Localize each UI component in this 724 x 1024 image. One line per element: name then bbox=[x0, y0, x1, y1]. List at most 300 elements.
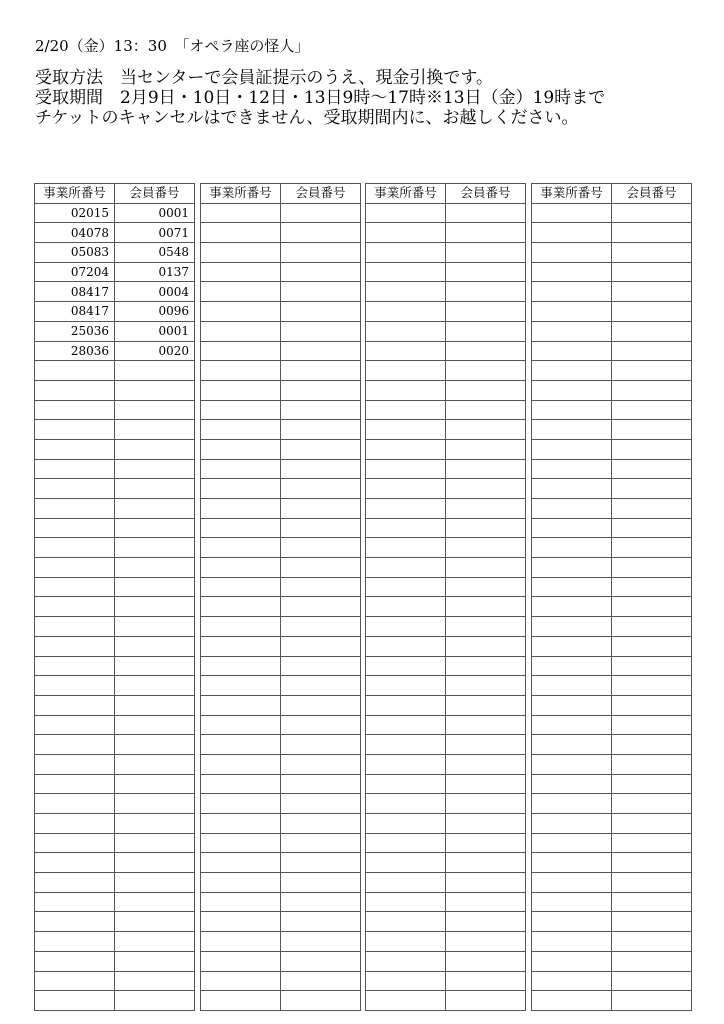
table-row bbox=[201, 262, 361, 282]
office-number-cell bbox=[532, 302, 612, 322]
table-row bbox=[201, 243, 361, 263]
office-number-cell bbox=[532, 873, 612, 893]
member-number-cell bbox=[612, 971, 692, 991]
table-row bbox=[366, 282, 526, 302]
table-row bbox=[366, 951, 526, 971]
member-number-cell bbox=[446, 302, 526, 322]
office-number-cell bbox=[366, 262, 446, 282]
member-number-cell bbox=[281, 577, 361, 597]
office-number-cell bbox=[366, 695, 446, 715]
table-row bbox=[35, 479, 195, 499]
office-number-cell bbox=[366, 341, 446, 361]
office-number-cell bbox=[532, 459, 612, 479]
member-number-cell bbox=[612, 282, 692, 302]
office-number-cell: 02015 bbox=[35, 203, 115, 223]
office-number-cell bbox=[532, 991, 612, 1011]
member-number-cell bbox=[281, 597, 361, 617]
member-number-cell bbox=[115, 439, 195, 459]
office-number-cell bbox=[201, 302, 281, 322]
member-number-cell bbox=[612, 499, 692, 519]
table-row bbox=[201, 361, 361, 381]
table-row bbox=[201, 853, 361, 873]
member-number-cell bbox=[115, 538, 195, 558]
member-number-cell bbox=[446, 341, 526, 361]
member-number-cell bbox=[612, 400, 692, 420]
member-number-cell bbox=[446, 538, 526, 558]
office-number-cell: 07204 bbox=[35, 262, 115, 282]
office-number-cell bbox=[201, 597, 281, 617]
member-number-cell bbox=[612, 991, 692, 1011]
table-row bbox=[35, 912, 195, 932]
member-number-cell bbox=[612, 676, 692, 696]
member-number-cell bbox=[281, 656, 361, 676]
table-row bbox=[532, 754, 692, 774]
office-number-cell bbox=[201, 439, 281, 459]
member-number-cell bbox=[446, 873, 526, 893]
table-row bbox=[35, 676, 195, 696]
member-number-cell: 0004 bbox=[115, 282, 195, 302]
member-number-cell bbox=[612, 302, 692, 322]
member-number-cell bbox=[612, 695, 692, 715]
table-row bbox=[366, 853, 526, 873]
office-number-cell bbox=[201, 794, 281, 814]
office-number-cell: 28036 bbox=[35, 341, 115, 361]
office-number-cell bbox=[201, 873, 281, 893]
member-number-cell bbox=[115, 873, 195, 893]
table-row bbox=[201, 420, 361, 440]
member-number-cell bbox=[115, 695, 195, 715]
table-row bbox=[201, 597, 361, 617]
table-row bbox=[366, 676, 526, 696]
office-number-header: 事業所番号 bbox=[532, 184, 612, 204]
table-row bbox=[366, 814, 526, 834]
office-number-cell bbox=[35, 420, 115, 440]
member-number-cell bbox=[281, 715, 361, 735]
table-row bbox=[532, 243, 692, 263]
table-row bbox=[35, 774, 195, 794]
member-number-header: 会員番号 bbox=[612, 184, 692, 204]
table-row bbox=[366, 302, 526, 322]
member-number-cell bbox=[446, 892, 526, 912]
office-number-cell bbox=[366, 479, 446, 499]
table-row bbox=[35, 380, 195, 400]
member-number-cell bbox=[612, 774, 692, 794]
member-number-cell bbox=[115, 912, 195, 932]
table-row bbox=[366, 774, 526, 794]
member-number-cell bbox=[281, 243, 361, 263]
table-row bbox=[366, 380, 526, 400]
member-number-cell bbox=[612, 361, 692, 381]
member-number-cell bbox=[281, 223, 361, 243]
office-number-cell bbox=[532, 577, 612, 597]
office-number-cell bbox=[366, 321, 446, 341]
roster-table-2 bbox=[200, 183, 361, 1011]
member-number-cell bbox=[115, 459, 195, 479]
office-number-cell bbox=[532, 420, 612, 440]
member-number-cell bbox=[612, 577, 692, 597]
table-row bbox=[201, 892, 361, 912]
office-number-cell bbox=[366, 853, 446, 873]
office-number-cell bbox=[35, 597, 115, 617]
table-row bbox=[366, 321, 526, 341]
member-number-cell bbox=[612, 735, 692, 755]
member-number-cell bbox=[115, 479, 195, 499]
table-row bbox=[532, 991, 692, 1011]
header-row bbox=[366, 184, 526, 204]
table-row bbox=[532, 932, 692, 952]
member-number-cell bbox=[612, 853, 692, 873]
table-row bbox=[201, 538, 361, 558]
office-number-cell bbox=[532, 518, 612, 538]
member-number-cell bbox=[446, 223, 526, 243]
table-row bbox=[366, 262, 526, 282]
member-number-cell bbox=[281, 558, 361, 578]
table-row bbox=[35, 400, 195, 420]
table-row bbox=[201, 754, 361, 774]
office-number-cell bbox=[35, 794, 115, 814]
member-number-cell bbox=[446, 479, 526, 499]
office-number-cell bbox=[532, 380, 612, 400]
office-number-cell bbox=[366, 439, 446, 459]
member-number-cell bbox=[446, 833, 526, 853]
office-number-cell bbox=[532, 656, 612, 676]
member-number-cell bbox=[446, 420, 526, 440]
table-row bbox=[532, 951, 692, 971]
table-row bbox=[35, 321, 195, 341]
table-row bbox=[532, 518, 692, 538]
member-number-cell bbox=[281, 459, 361, 479]
member-number-cell bbox=[612, 420, 692, 440]
member-number-cell bbox=[115, 400, 195, 420]
office-number-cell bbox=[201, 991, 281, 1011]
office-number-cell bbox=[366, 636, 446, 656]
office-number-cell bbox=[35, 361, 115, 381]
table-row bbox=[366, 833, 526, 853]
member-number-cell bbox=[281, 754, 361, 774]
table-row bbox=[366, 695, 526, 715]
table-row bbox=[35, 499, 195, 519]
member-number-cell bbox=[612, 341, 692, 361]
member-number-cell bbox=[115, 361, 195, 381]
table-row bbox=[366, 873, 526, 893]
office-number-cell bbox=[366, 971, 446, 991]
table-row bbox=[532, 715, 692, 735]
table-row bbox=[532, 282, 692, 302]
office-number-cell bbox=[35, 538, 115, 558]
table-row bbox=[366, 518, 526, 538]
member-number-cell bbox=[281, 971, 361, 991]
table-row bbox=[35, 420, 195, 440]
member-number-cell bbox=[115, 499, 195, 519]
office-number-cell bbox=[35, 971, 115, 991]
member-number-cell bbox=[612, 951, 692, 971]
table-row bbox=[532, 400, 692, 420]
member-number-cell bbox=[115, 636, 195, 656]
member-number-cell bbox=[612, 873, 692, 893]
member-number-cell bbox=[281, 282, 361, 302]
table-row bbox=[366, 361, 526, 381]
table-row bbox=[366, 971, 526, 991]
office-number-cell bbox=[366, 223, 446, 243]
member-number-cell bbox=[612, 617, 692, 637]
table-row bbox=[366, 439, 526, 459]
member-number-cell bbox=[281, 400, 361, 420]
table-row bbox=[201, 439, 361, 459]
office-number-cell bbox=[532, 932, 612, 952]
office-number-cell bbox=[201, 479, 281, 499]
table-row bbox=[532, 479, 692, 499]
office-number-cell bbox=[201, 735, 281, 755]
member-number-cell: 0001 bbox=[115, 321, 195, 341]
office-number-cell bbox=[201, 833, 281, 853]
member-number-cell bbox=[446, 499, 526, 519]
office-number-cell bbox=[201, 912, 281, 932]
table-row bbox=[201, 479, 361, 499]
member-number-cell bbox=[446, 439, 526, 459]
member-number-cell bbox=[115, 597, 195, 617]
table-row bbox=[35, 853, 195, 873]
table-row bbox=[35, 715, 195, 735]
table-row bbox=[532, 794, 692, 814]
member-number-header: 会員番号 bbox=[115, 184, 195, 204]
table-row bbox=[201, 735, 361, 755]
cancellation-note: チケットのキャンセルはできません、受取期間内に、お越しください。 bbox=[35, 108, 579, 128]
office-number-cell bbox=[532, 479, 612, 499]
office-number-cell bbox=[201, 243, 281, 263]
table-row bbox=[366, 499, 526, 519]
table-row bbox=[35, 302, 195, 322]
office-number-cell bbox=[532, 361, 612, 381]
table-row bbox=[201, 971, 361, 991]
member-number-header: 会員番号 bbox=[281, 184, 361, 204]
table-row bbox=[35, 203, 195, 223]
table-row bbox=[532, 577, 692, 597]
member-number-cell bbox=[446, 518, 526, 538]
member-number-cell bbox=[115, 892, 195, 912]
table-row bbox=[366, 715, 526, 735]
member-number-cell bbox=[446, 715, 526, 735]
table-row bbox=[532, 203, 692, 223]
office-number-cell bbox=[366, 577, 446, 597]
member-number-cell bbox=[612, 656, 692, 676]
member-number-cell bbox=[281, 695, 361, 715]
office-number-cell bbox=[35, 991, 115, 1011]
member-number-cell bbox=[281, 479, 361, 499]
member-number-cell bbox=[446, 203, 526, 223]
office-number-cell bbox=[35, 735, 115, 755]
office-number-cell bbox=[532, 558, 612, 578]
member-number-cell bbox=[446, 321, 526, 341]
office-number-cell: 08417 bbox=[35, 302, 115, 322]
member-number-cell bbox=[115, 774, 195, 794]
member-number-cell bbox=[281, 302, 361, 322]
member-number-cell bbox=[281, 892, 361, 912]
office-number-cell bbox=[532, 617, 612, 637]
table-row bbox=[35, 577, 195, 597]
table-row bbox=[201, 518, 361, 538]
office-number-cell bbox=[35, 439, 115, 459]
office-number-cell bbox=[366, 420, 446, 440]
member-number-cell bbox=[446, 814, 526, 834]
office-number-cell bbox=[201, 380, 281, 400]
member-number-cell bbox=[446, 794, 526, 814]
member-number-cell bbox=[281, 439, 361, 459]
table-row bbox=[35, 932, 195, 952]
office-number-cell bbox=[35, 951, 115, 971]
office-number-cell bbox=[366, 499, 446, 519]
table-row bbox=[532, 695, 692, 715]
table-row bbox=[532, 892, 692, 912]
table-row bbox=[35, 951, 195, 971]
member-number-cell bbox=[281, 774, 361, 794]
office-number-cell bbox=[201, 223, 281, 243]
member-number-cell bbox=[115, 991, 195, 1011]
table-row bbox=[366, 991, 526, 1011]
member-number-cell bbox=[115, 754, 195, 774]
office-number-cell bbox=[201, 518, 281, 538]
member-number-cell bbox=[281, 380, 361, 400]
table-row bbox=[532, 636, 692, 656]
table-row bbox=[201, 321, 361, 341]
member-number-cell bbox=[115, 420, 195, 440]
member-number-cell bbox=[612, 932, 692, 952]
member-number-cell bbox=[612, 794, 692, 814]
office-number-cell bbox=[201, 715, 281, 735]
event-header bbox=[35, 36, 309, 56]
member-number-cell bbox=[446, 400, 526, 420]
member-number-cell bbox=[281, 991, 361, 1011]
office-number-cell bbox=[201, 892, 281, 912]
office-number-cell bbox=[366, 459, 446, 479]
office-number-cell bbox=[201, 754, 281, 774]
table-row bbox=[201, 794, 361, 814]
member-number-cell bbox=[115, 951, 195, 971]
table-row bbox=[532, 361, 692, 381]
office-number-cell bbox=[201, 617, 281, 637]
member-number-cell bbox=[446, 912, 526, 932]
office-number-cell bbox=[201, 420, 281, 440]
member-number-cell bbox=[115, 794, 195, 814]
table-row bbox=[35, 558, 195, 578]
office-number-cell bbox=[532, 636, 612, 656]
member-number-cell bbox=[612, 243, 692, 263]
member-number-cell bbox=[115, 814, 195, 834]
office-number-header: 事業所番号 bbox=[366, 184, 446, 204]
office-number-cell bbox=[201, 853, 281, 873]
table-row bbox=[532, 459, 692, 479]
office-number-cell bbox=[35, 577, 115, 597]
office-number-cell bbox=[201, 321, 281, 341]
member-number-cell bbox=[446, 656, 526, 676]
office-number-cell bbox=[35, 892, 115, 912]
office-number-cell bbox=[35, 499, 115, 519]
table-row bbox=[35, 262, 195, 282]
member-number-cell bbox=[446, 853, 526, 873]
office-number-cell bbox=[532, 439, 612, 459]
table-row bbox=[35, 892, 195, 912]
member-number-cell bbox=[446, 991, 526, 1011]
office-number-cell bbox=[35, 518, 115, 538]
office-number-cell: 04078 bbox=[35, 223, 115, 243]
office-number-cell bbox=[201, 558, 281, 578]
member-number-cell bbox=[446, 262, 526, 282]
member-number-cell bbox=[281, 873, 361, 893]
office-number-cell bbox=[366, 656, 446, 676]
office-number-cell bbox=[366, 892, 446, 912]
office-number-cell bbox=[366, 302, 446, 322]
table-row bbox=[201, 873, 361, 893]
office-number-cell bbox=[201, 499, 281, 519]
notes-block bbox=[35, 68, 605, 128]
member-number-cell bbox=[612, 754, 692, 774]
member-number-cell bbox=[612, 479, 692, 499]
member-number-cell bbox=[446, 735, 526, 755]
member-number-cell bbox=[612, 597, 692, 617]
office-number-cell bbox=[366, 715, 446, 735]
table-row bbox=[201, 223, 361, 243]
office-number-cell bbox=[532, 695, 612, 715]
member-number-cell bbox=[446, 951, 526, 971]
office-number-cell bbox=[532, 892, 612, 912]
office-number-cell bbox=[532, 282, 612, 302]
table-row bbox=[366, 794, 526, 814]
table-row bbox=[366, 420, 526, 440]
table-row bbox=[35, 459, 195, 479]
member-number-cell bbox=[612, 814, 692, 834]
table-row bbox=[532, 341, 692, 361]
office-number-cell bbox=[35, 912, 115, 932]
table-row bbox=[201, 695, 361, 715]
member-number-cell bbox=[612, 459, 692, 479]
office-number-cell bbox=[35, 400, 115, 420]
table-row bbox=[532, 656, 692, 676]
table-row bbox=[35, 794, 195, 814]
office-number-cell bbox=[532, 203, 612, 223]
office-number-cell bbox=[532, 814, 612, 834]
member-number-cell bbox=[281, 833, 361, 853]
table-row bbox=[201, 656, 361, 676]
office-number-cell bbox=[366, 203, 446, 223]
member-number-cell bbox=[281, 321, 361, 341]
office-number-cell bbox=[366, 991, 446, 1011]
member-number-cell bbox=[281, 794, 361, 814]
table-row bbox=[201, 932, 361, 952]
member-number-cell bbox=[281, 951, 361, 971]
table-row bbox=[35, 243, 195, 263]
table-row bbox=[366, 636, 526, 656]
office-number-cell bbox=[35, 617, 115, 637]
table-row bbox=[532, 302, 692, 322]
table-row bbox=[201, 499, 361, 519]
member-number-cell bbox=[612, 321, 692, 341]
table-row bbox=[201, 282, 361, 302]
member-number-cell bbox=[281, 912, 361, 932]
office-number-cell bbox=[532, 912, 612, 932]
office-number-cell bbox=[201, 676, 281, 696]
member-number-cell bbox=[281, 499, 361, 519]
table-row bbox=[366, 754, 526, 774]
office-number-cell bbox=[532, 597, 612, 617]
table-row bbox=[366, 735, 526, 755]
office-number-cell bbox=[35, 636, 115, 656]
office-number-cell bbox=[366, 754, 446, 774]
table-row bbox=[366, 932, 526, 952]
table-row bbox=[201, 400, 361, 420]
office-number-cell bbox=[366, 617, 446, 637]
member-number-cell: 0137 bbox=[115, 262, 195, 282]
member-number-cell: 0548 bbox=[115, 243, 195, 263]
office-number-cell bbox=[532, 499, 612, 519]
